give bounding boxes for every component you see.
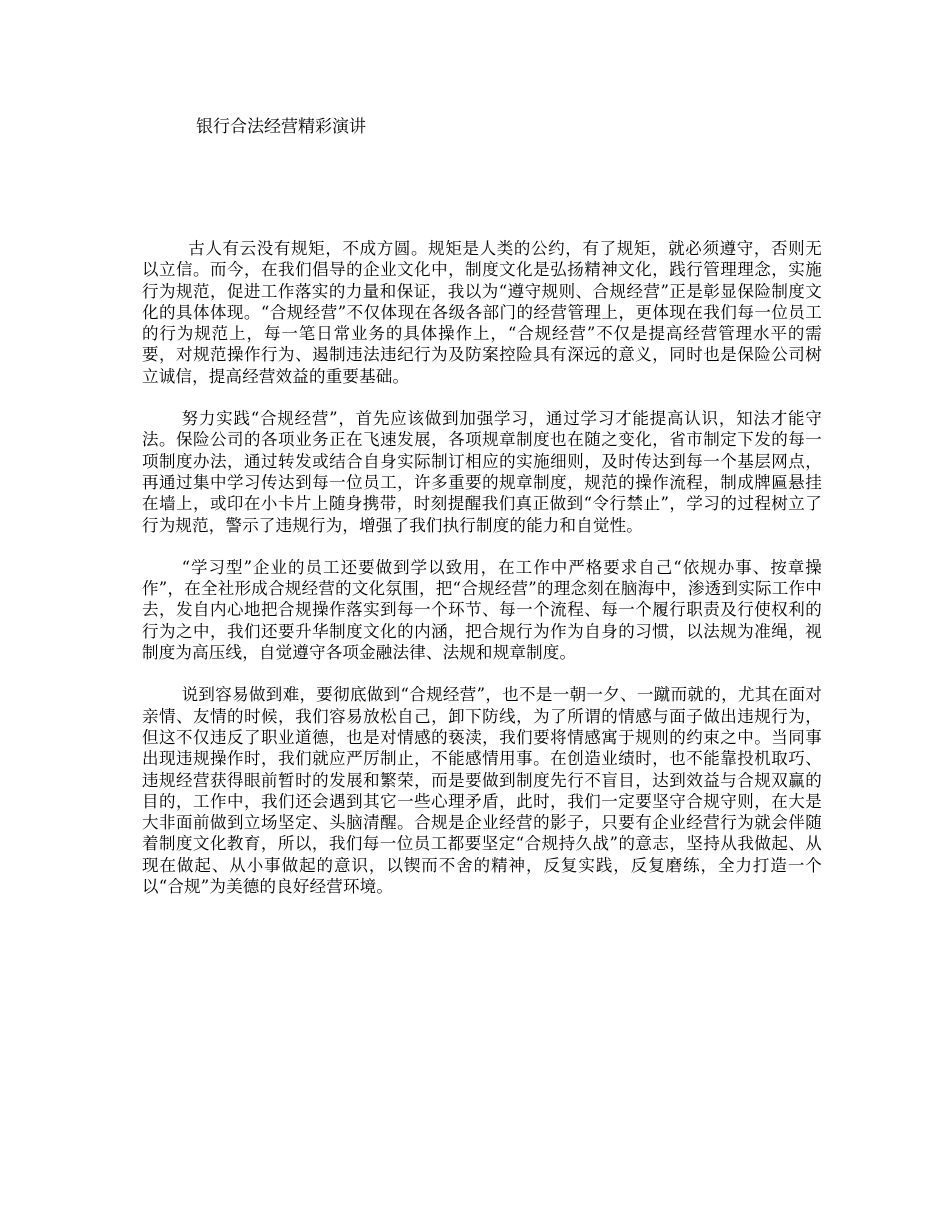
paragraph-2: 努力实践“合规经营”，首先应该做到加强学习，通过学习才能提高认识，知法才能守法。保险公司的各项业务正在飞速发展，各项规章制度也在随之变化，省市制定下发的每一项制度办法，通过转发或结合自身实际制订相应的实施细则，及时传达到每一个基层网点，再通过集中学习传达到每一位员工，许多重要的规章制度，规范的操作流程，制成牌匾悬挂在墙上，或印在小卡片上随身携带，时刻提醒我们真正做到“令行禁止”，学习的过程树立了行为规范，警示了违规行为，增强了我们执行制度的能力和自觉性。 (142, 409, 822, 535)
paragraph-1: 古人有云没有规矩，不成方圆。规矩是人类的公约，有了规矩，就必须遵守，否则无以立信。而今，在我们倡导的企业文化中，制度文化是弘扬精神文化，践行管理理念，实施行为规范，促进工作落实的力量和保证，我以为“遵守规则、合规经营”正是彰显保险制度文化的具体体现。“合规经营”不仅体现在各级各部门的经营管理上，更体现在我们每一位员工的行为规范上，每一笔日常业务的具体操作上，“合规经营”不仅是提高经营管理水平的需要，对规范操作行为、遏制违法违纪行为及防案控险具有深远的意义，同时也是保险公司树立诚信，提高经营效益的重要基础。 (142, 239, 822, 386)
paragraph-3: “学习型”企业的员工还要做到学以致用，在工作中严格要求自己“依规办事、按章操作”，在全社形成合规经营的文化氛围，把“合规经营”的理念刻在脑海中，渗透到实际工作中去，发自内心地把合规操作落实到每一个环节、每一个流程、每一个履行职责及行使权利的行为之中，我们还要升华制度文化的内涵，把合规行为作为自身的习惯，以法规为准绳，视制度为高压线，自觉遵守各项金融法律、法规和规章制度。 (142, 557, 822, 663)
document-body (142, 238, 822, 918)
document-title: 银行合法经营精彩演讲 (196, 117, 366, 137)
paragraph-4: 说到容易做到难，要彻底做到“合规经营”，也不是一朝一夕、一蹴而就的，尤其在面对亲情、友情的时候，我们容易放松自己，卸下防线，为了所谓的情感与面子做出违规行为，但这不仅违反了职业道德，也是对情感的亵渎，我们要将情感寓于规则的约束之中。当同事出现违规操作时，我们就应严厉制止，不能感情用事。在创造业绩时，也不能靠投机取巧、违规经营获得眼前暂时的发展和繁荣，而是要做到制度先行不盲目，达到效益与合规双赢的目的，工作中，我们还会遇到其它一些心理矛盾，此时，我们一定要坚守合规守则，在大是大非面前做到立场坚定、头脑清醒。合规是企业经营的影子，只要有企业经营行为就会伴随着制度文化教育，所以，我们每一位员工都要坚定“合规持久战”的意志，坚持从我做起、从现在做起、从小事做起的意识，以锲而不舍的精神，反复实践，反复磨练，全力打造一个以“合规”为美德的良好经营环境。 (142, 685, 822, 897)
